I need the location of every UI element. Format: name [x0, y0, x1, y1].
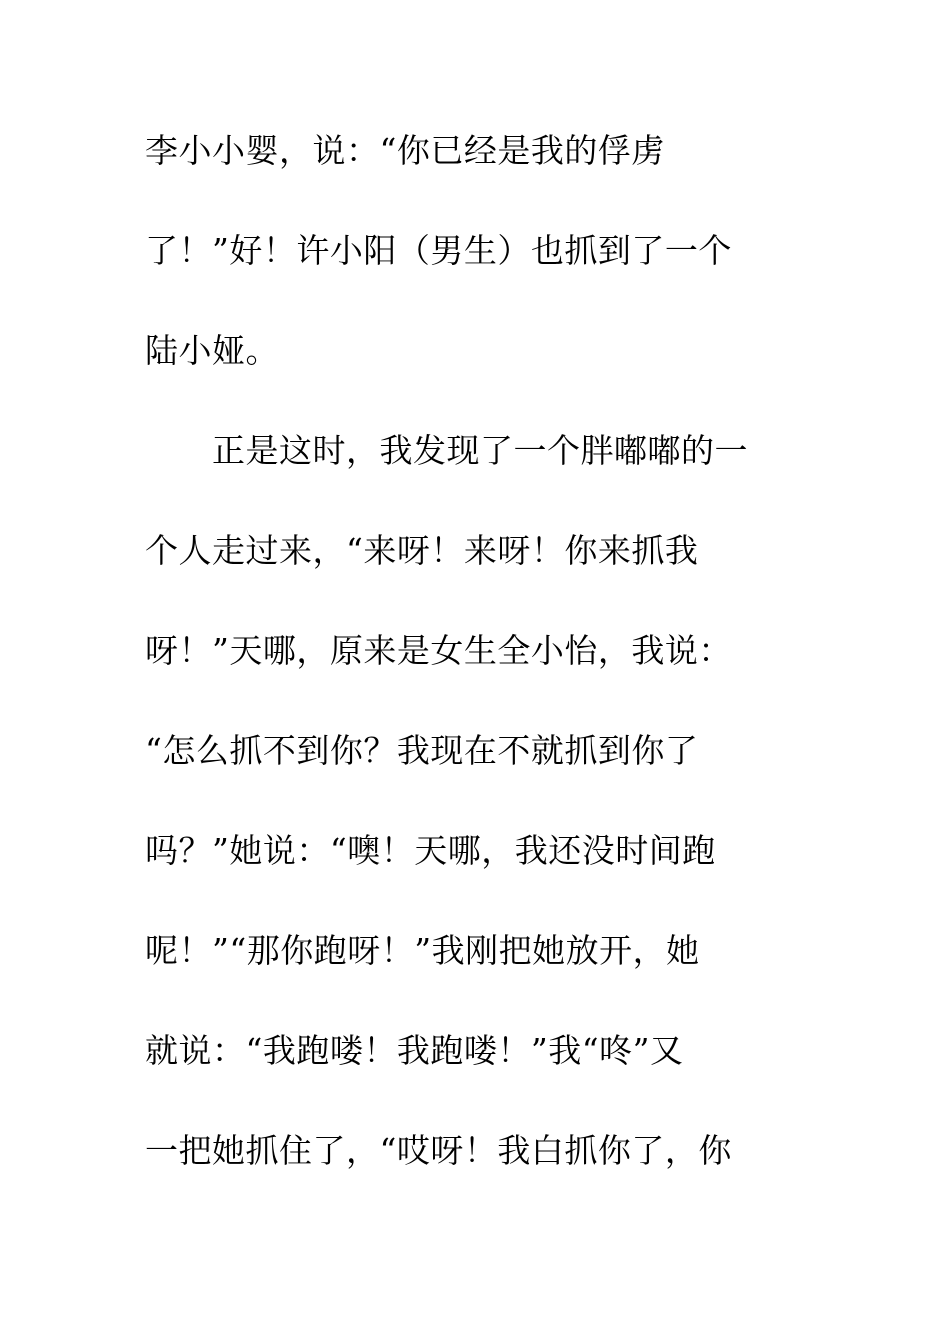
- text-line: 呢！”“那你跑呀！”我刚把她放开，她: [145, 931, 700, 970]
- text-line: 正是这时，我发现了一个胖嘟嘟的一: [145, 431, 748, 470]
- text-line: 就说：“我跑喽！我跑喽！”我“咚”又: [145, 1031, 684, 1070]
- text-line: “怎么抓不到你？我现在不就抓到你了: [145, 731, 699, 770]
- text-line: 吗？”她说：“噢！天哪，我还没时间跑: [145, 831, 716, 870]
- text-line: 个人走过来，“来呀！来呀！你来抓我: [145, 531, 699, 570]
- text-line: 一把她抓住了，“哎呀！我白抓你了，你: [145, 1131, 732, 1170]
- text-line: 了！”好！许小阳（男生）也抓到了一个: [145, 231, 732, 270]
- text-line: 陆小娅。: [145, 331, 279, 370]
- text-line: 李小小婴，说：“你已经是我的俘虏: [145, 131, 665, 170]
- text-line: 呀！”天哪，原来是女生全小怡，我说：: [145, 631, 732, 670]
